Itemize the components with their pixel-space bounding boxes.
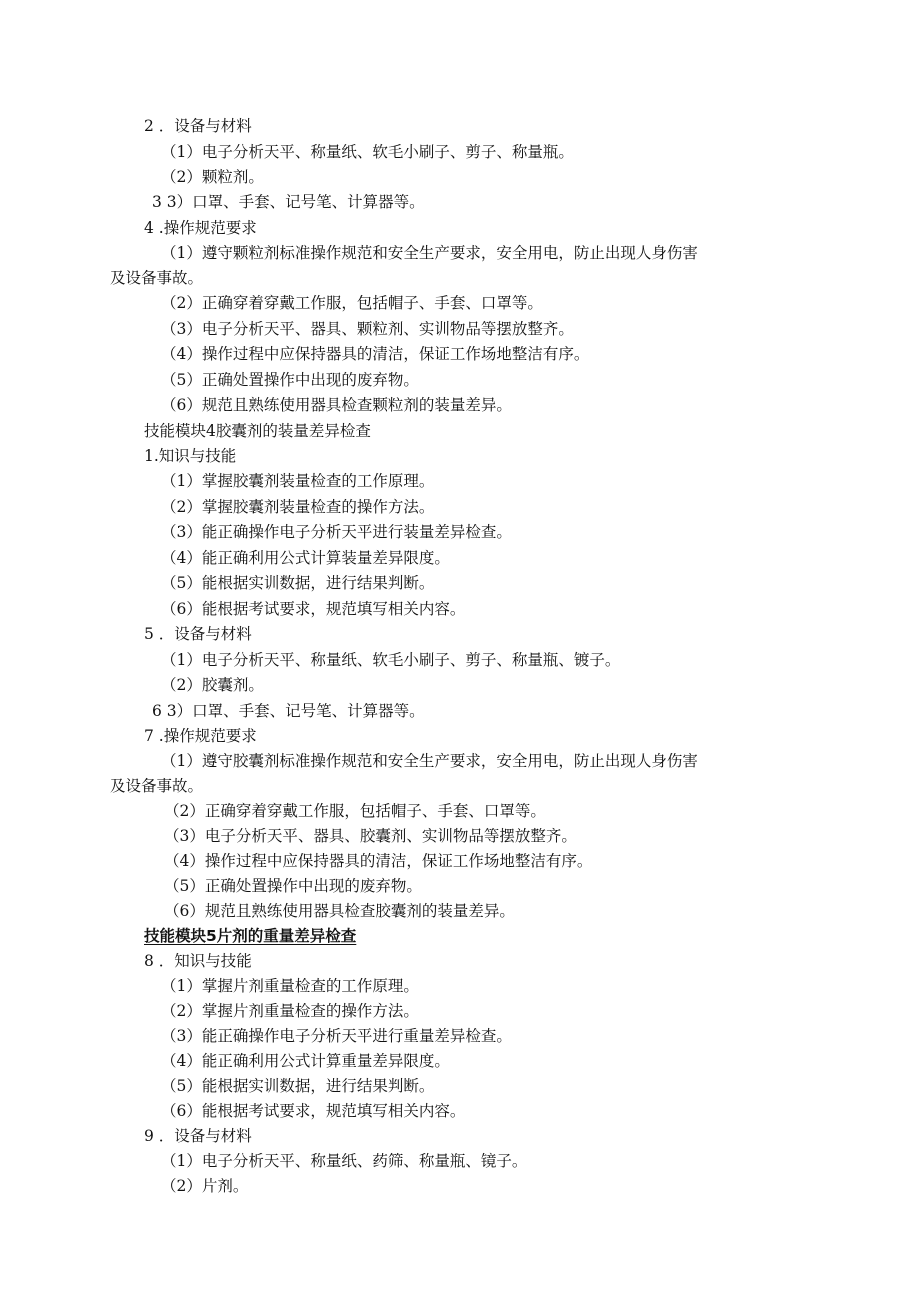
section-heading: 2 ．设备与材料 <box>144 117 252 135</box>
list-item: （3）电子分析天平、器具、颗粒剂、实训物品等摆放整齐。 <box>161 320 574 338</box>
section-heading: 5 ．设备与材料 <box>144 625 252 643</box>
list-item: （3）能正确操作电子分析天平进行重量差异检查。 <box>161 1027 512 1045</box>
module-title-bold: 技能模块5片剂的重量差异检查 <box>144 927 357 945</box>
section-heading: 4 .操作规范要求 <box>144 219 257 237</box>
module-title: 技能模块4胶囊剂的装量差异检查 <box>144 422 371 440</box>
list-item: （2）片剂。 <box>161 1177 249 1195</box>
list-item: （4）操作过程中应保持器具的清洁，保证工作场地整洁有序。 <box>164 852 593 870</box>
list-item: （6）能根据考试要求，规范填写相关内容。 <box>161 1102 466 1120</box>
list-item: （1）电子分析天平、称量纸、药筛、称量瓶、镜子。 <box>161 1152 528 1170</box>
list-item: （2）正确穿着穿戴工作服，包括帽子、手套、口罩等。 <box>161 294 543 312</box>
list-item: （5）能根据实训数据，进行结果判断。 <box>161 1077 435 1095</box>
list-item: （4）操作过程中应保持器具的清洁，保证工作场地整洁有序。 <box>161 345 590 363</box>
list-item: （3）电子分析天平、器具、胶囊剂、实训物品等摆放整齐。 <box>164 827 577 845</box>
list-item: （1）掌握胶囊剂装量检查的工作原理。 <box>161 472 435 490</box>
list-item: 3 3）口罩、手套、记号笔、计算器等。 <box>152 193 425 211</box>
list-item: （4）能正确利用公式计算装量差异限度。 <box>161 549 450 567</box>
section-heading: 1.知识与技能 <box>144 447 237 465</box>
list-item: （2）掌握胶囊剂装量检查的操作方法。 <box>161 498 435 516</box>
list-item: （4）能正确利用公式计算重量差异限度。 <box>161 1052 450 1070</box>
list-item: （2）掌握片剂重量检查的操作方法。 <box>161 1002 419 1020</box>
list-item: （5）正确处置操作中出现的废弃物。 <box>161 371 419 389</box>
list-item: （6）能根据考试要求，规范填写相关内容。 <box>161 600 466 618</box>
section-heading: 9 ．设备与材料 <box>144 1127 252 1145</box>
list-item: 6 3）口罩、手套、记号笔、计算器等。 <box>152 702 425 720</box>
list-item: （2）胶囊剂。 <box>161 676 264 694</box>
list-item: （1）遵守颗粒剂标准操作规范和安全生产要求，安全用电，防止出现人身伤害 <box>161 244 698 262</box>
list-item: （5）能根据实训数据，进行结果判断。 <box>161 574 435 592</box>
section-heading: 8 ．知识与技能 <box>144 952 252 970</box>
list-item: （3）能正确操作电子分析天平进行装量差异检查。 <box>161 523 512 541</box>
list-item: （1）电子分析天平、称量纸、软毛小刷子、剪子、称量瓶。 <box>161 143 574 161</box>
list-item: （2）正确穿着穿戴工作服，包括帽子、手套、口罩等。 <box>164 802 546 820</box>
list-item: （1）遵守胶囊剂标准操作规范和安全生产要求，安全用电，防止出现人身伤害 <box>161 752 698 770</box>
list-item: （6）规范且熟练使用器具检查胶囊剂的装量差异。 <box>164 902 515 920</box>
list-item: （2）颗粒剂。 <box>161 168 264 186</box>
list-item-continuation: 及设备事故。 <box>110 269 204 287</box>
section-heading: 7 .操作规范要求 <box>144 727 257 745</box>
list-item: （5）正确处置操作中出现的废弃物。 <box>164 877 422 895</box>
list-item: （1）掌握片剂重量检查的工作原理。 <box>161 977 419 995</box>
list-item-continuation: 及设备事故。 <box>110 777 204 795</box>
list-item: （6）规范且熟练使用器具检查颗粒剂的装量差异。 <box>161 396 512 414</box>
list-item: （1）电子分析天平、称量纸、软毛小刷子、剪子、称量瓶、镀子。 <box>161 651 621 669</box>
